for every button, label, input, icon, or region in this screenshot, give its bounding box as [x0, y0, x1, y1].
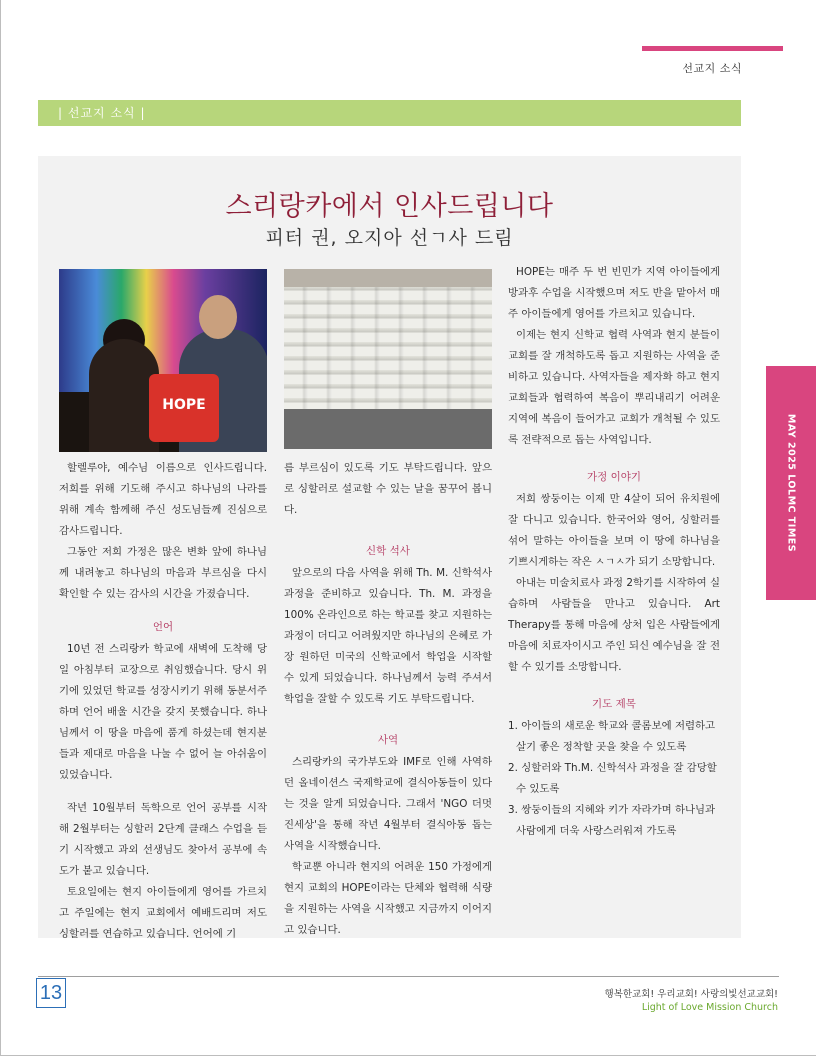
footer-divider [38, 976, 779, 977]
col2-paragraph-continued: 름 부르심이 있도록 기도 부탁드립니다. 앞으로 싱할러로 설교할 수 있는 날을 꿈꾸어 봅니다. [284, 462, 492, 516]
heading-ministry: 사역 [377, 734, 399, 746]
heading-language: 언어 [152, 621, 174, 633]
article-subtitle: 피터 권, 오지아 선ㄱ사 드림 [265, 227, 514, 249]
article-box [38, 156, 741, 938]
article-column-2 [284, 458, 492, 941]
side-issue-tab-text: MAY 2025 LOLMC TIMES [785, 413, 797, 553]
prayer-item: 3. 쌍둥이들의 지혜와 키가 자라가며 하나님과 사람에게 더욱 사랑스러워져 가도록 [508, 804, 716, 837]
heading-family: 가정 이야기 [586, 471, 642, 483]
prayer-list [508, 716, 720, 842]
article-title: 스리랑카에서 인사드립니다 [225, 191, 554, 222]
missionary-head [199, 295, 237, 339]
heading-prayer: 기도 제목 [592, 698, 636, 710]
article-column-3 [508, 262, 720, 842]
article-column-1 [59, 458, 267, 945]
col3-paragraph-twins: 저희 쌍둥이는 이제 만 4살이 되어 유치원에 잘 다니고 있습니다. 한국어와 영어, 싱할러를 섞어 말하는 아이들을 보며 이 땅에 하나님을 기쁘시게하는 작은 ㅅㄱㅅ가 되기 소망합니다. [508, 493, 720, 568]
col1-paragraph-language: 10년 전 스리랑카 학교에 새벽에 도착해 당일 아침부터 교장으로 취임했습니다. 당시 위기에 있었던 학교를 성장시키기 위해 동분서주하며 언어 배울 시간을 갖지 못했습니다. 하나님께서 이 땅을 마음에 품게 하셨는데 현지분들과 제대로 마음을 나눌 수 없어 늘 아쉬움이 있었습니다. [59, 643, 267, 781]
col2-paragraph-theology: 앞으로의 다음 사역을 위해 Th. M. 신학석사 과정을 준비하고 있습니다. Th. M. 과정을 100% 온라인으로 하는 학교를 찾고 지원하는 과정이 더디고 어려웠지만 하나님의 은혜로 가장 원하던 미국의 신학교에서 학업을 시작할 수 있게 되었습니다. 하나님께서 능력 주셔서 학업을 잘할 수 있도록 기도 부탁드립니다. [284, 567, 492, 705]
col2-paragraph-ministry: 스리랑카의 국가부도와 IMF로 인해 사역하던 올네이션스 국제학교에 결식아동들이 있다는 것을 알게 되었습니다. 그래서 'NGO 더멋진세상'을 통해 작년 4월부터 결식아동 돕는 사역을 시작했습니다. [284, 756, 492, 852]
col3-paragraph-seminary: 이제는 현지 신학교 협력 사역과 현지 분들이 교회를 잘 개척하도록 돕고 지원하는 사역을 준비하고 있습니다. 사역자들을 제자화 하고 현지 교회들과 협력하여 복음이 뿌리내리기 어려운 지역에 복음이 들어가고 교회가 개척될 수 있도록 전략적으로 돕는 사역입니다. [508, 329, 720, 446]
col1-paragraph-study: 작년 10월부터 독학으로 언어 공부를 시작해 2월부터는 싱할러 2단계 클래스 수업을 듣기 시작했고 과외 선생님도 찾아서 공부에 속도가 붙고 있습니다. [59, 802, 267, 877]
prayer-item: 1. 아이들의 새로운 학교와 콜롬보에 저렴하고 살기 좋은 정착할 곳을 찾을 수 있도록 [508, 720, 716, 753]
col1-paragraph-saturday: 토요일에는 현지 아이들에게 영어를 가르치고 주일에는 현지 교회에서 예배드리며 저도 싱할러를 연습하고 있습니다. 언어에 기 [59, 886, 267, 940]
warehouse-floor [284, 409, 492, 449]
spacer [59, 786, 267, 798]
stacked-rice-sacks [284, 287, 492, 412]
section-band: | 선교지 소식 | [38, 100, 741, 126]
top-section-label: 선교지 소식 [682, 62, 742, 75]
top-accent-bar [642, 46, 783, 51]
hope-bag-label: HOPE [162, 397, 206, 413]
footer-slogan: 행복한교회! 우리교회! 사랑의빛선교교회! [604, 989, 778, 1000]
prayer-item: 2. 싱할러와 Th.M. 신학석사 과정을 잘 감당할 수 있도록 [508, 762, 717, 795]
side-issue-tab [766, 366, 816, 600]
col1-paragraph-greeting: 할렐루야, 예수님 이름으로 인사드립니다. 저희를 위해 기도해 주시고 하나님의 나라를 위해 계속 함께해 주신 성도님들께 진심으로 감사드립니다. [59, 462, 267, 537]
col1-paragraph-family: 그동안 저희 가정은 많은 변화 앞에 하나님께 내려놓고 하나님의 마음과 부르심을 다시 확인할 수 있는 감사의 시간을 가졌습니다. [59, 546, 267, 600]
photo-rice-sacks [284, 269, 492, 449]
photo-hope-food-distribution [59, 269, 267, 452]
page-number: 13 [36, 978, 66, 1008]
footer-church-name: Light of Love Mission Church [641, 1002, 778, 1013]
heading-theology: 신학 석사 [366, 545, 410, 557]
col2-paragraph-hope: 학교뿐 아니라 현지의 어려운 150 가정에게 현지 교회의 HOPE이라는 단체와 협력해 식량을 지원하는 사역을 시작했고 지금까지 이어지고 있습니다. [284, 861, 492, 936]
col3-paragraph-wife: 아내는 미술치료사 과정 2학기를 시작하여 실습하며 사람들을 만나고 있습니다. Art Therapy를 통해 마음에 상처 입은 사람들에게 마음에 치료자이시고 주인 되신 예수님을 잘 전할 수 있기를 소망합니다. [508, 577, 720, 673]
col3-paragraph-hope: HOPE는 매주 두 번 빈민가 지역 아이들에게 방과후 수업을 시작했으며 저도 반을 맡아서 매주 아이들에게 영어를 가르치고 있습니다. [508, 266, 720, 320]
